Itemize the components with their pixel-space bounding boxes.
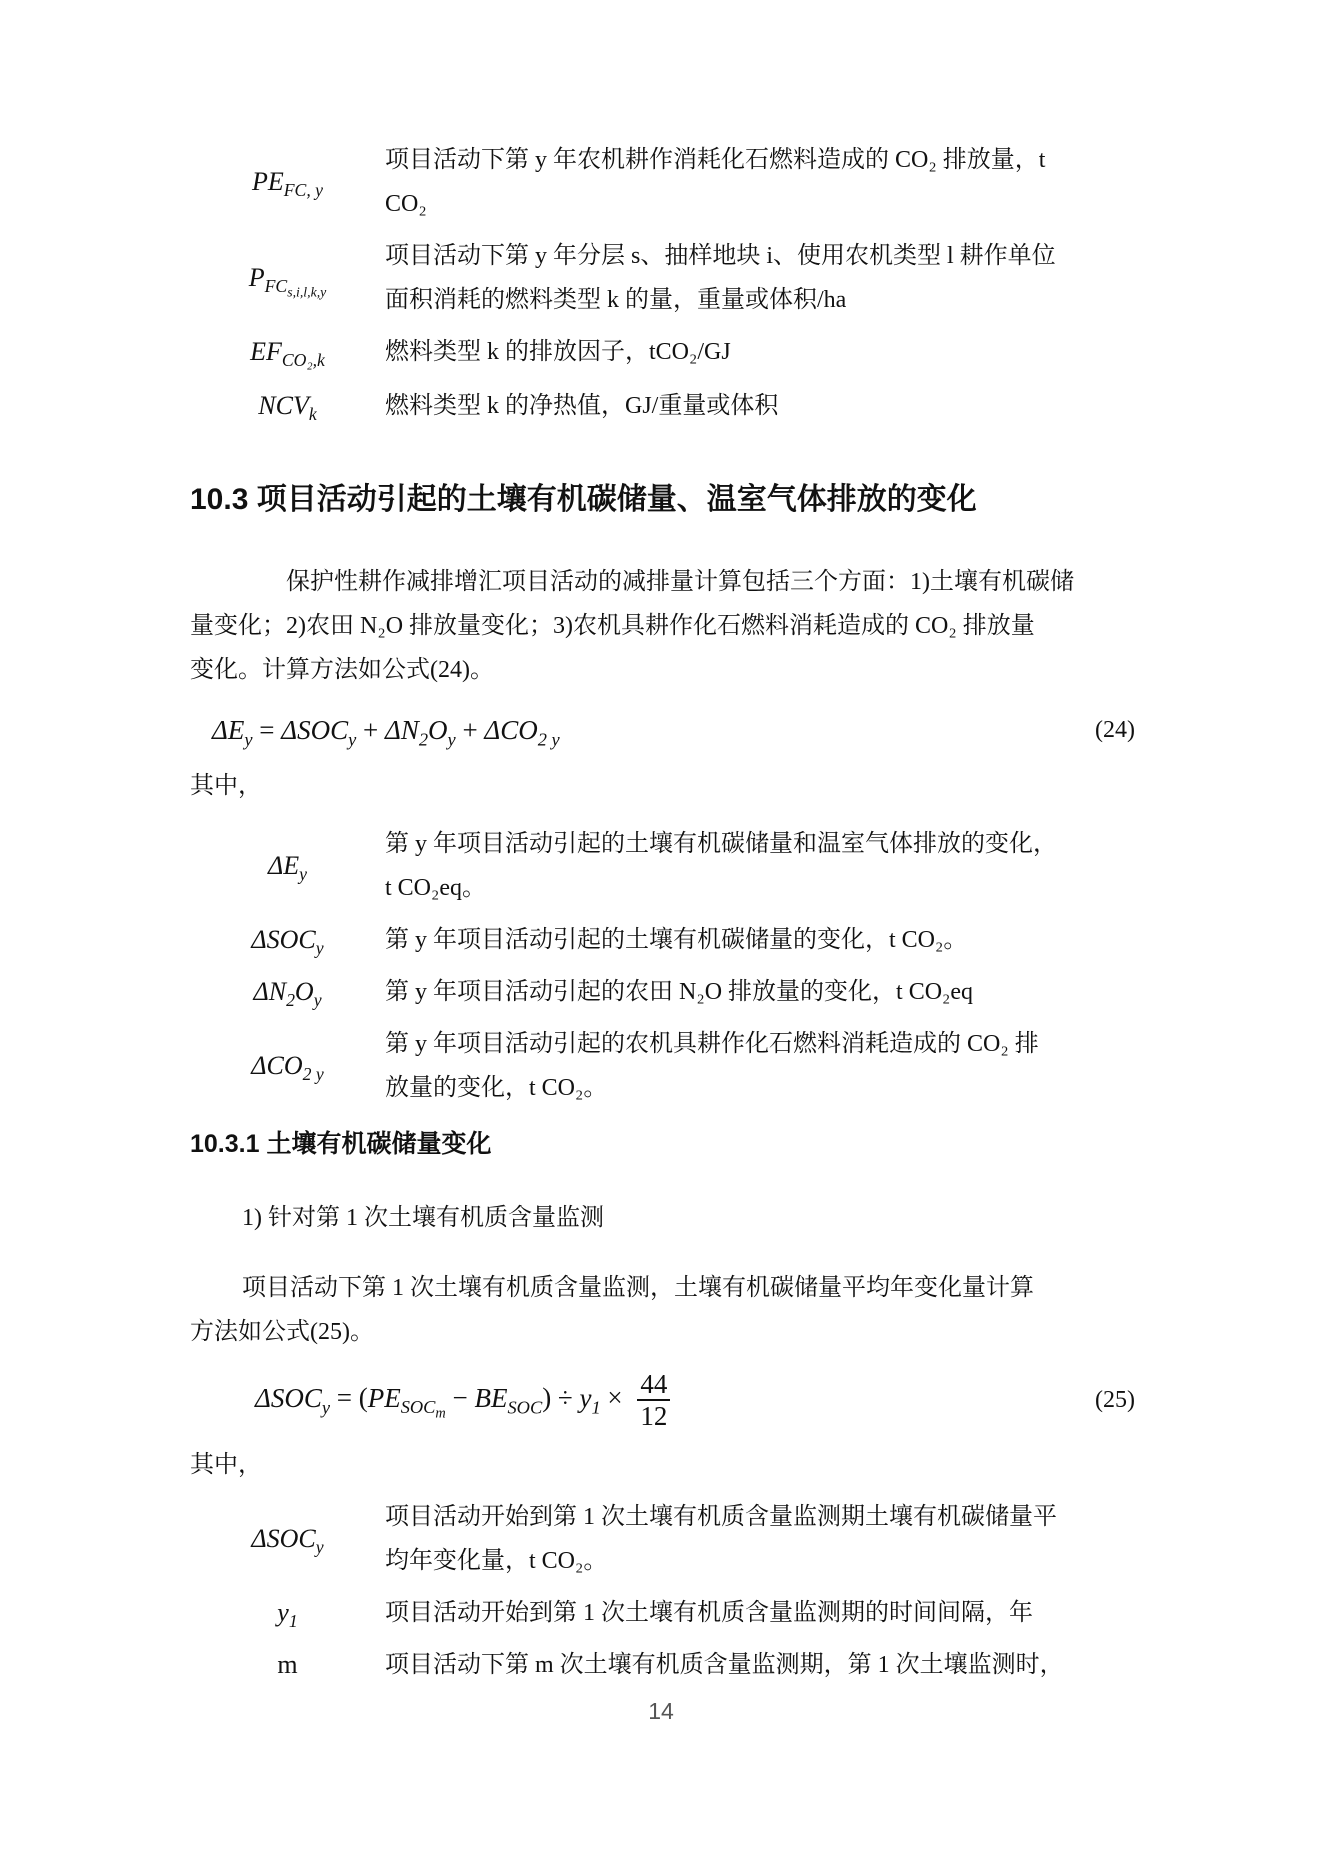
definition-text: 面积消耗的燃料类型 k 的量，重量或体积/ha	[385, 287, 847, 313]
variable: $\Delta SOC_y$	[251, 925, 324, 959]
variable: $\Delta SOC_y$	[251, 1523, 324, 1557]
symbol-p-fc	[190, 263, 385, 300]
variable: $O_y$	[294, 977, 322, 1011]
variable: $\Delta E_y$	[212, 715, 253, 750]
symbol-pe-fc-y	[190, 167, 385, 201]
where-label: 其中，	[190, 773, 262, 799]
operator: −	[445, 1382, 475, 1413]
variable: $\Delta CO_{2 y}$	[484, 715, 560, 750]
page-number: 14	[648, 1698, 674, 1724]
definition-text: 项目活动开始到第 1 次土壤有机质含量监测期的时间间隔，年	[385, 1599, 1033, 1626]
variable: $PE_{FC, y}$	[251, 167, 324, 201]
paragraph-10-3-intro	[190, 560, 1135, 692]
page-content	[190, 138, 1135, 1695]
where-label: 其中，	[190, 1451, 262, 1478]
variable: $P_{FC_{s,i,l,k,y}}$	[248, 263, 327, 300]
definition-row	[190, 1643, 1135, 1687]
operator: ) ÷	[542, 1382, 580, 1413]
variable: $\Delta E_y$	[268, 851, 307, 885]
operator: = (	[330, 1382, 368, 1413]
definition-text: 均年变化量，t CO₂。	[385, 1547, 608, 1574]
operator: ×	[600, 1382, 630, 1413]
definition-text: 燃料类型 k 的排放因子，tCO₂/GJ	[385, 339, 731, 365]
variable: $BE_{SOC}$	[474, 1382, 543, 1417]
equation-24-row	[190, 708, 1135, 752]
symbol-delta-e-y	[190, 851, 385, 885]
symbol-definition-list-top	[190, 138, 1135, 428]
operator: m	[277, 1649, 298, 1679]
definition-row	[190, 384, 1135, 428]
symbol-delta-soc-y	[190, 1523, 385, 1557]
definition-text: 项目活动下第 m 次土壤有机质含量监测期，第 1 次土壤监测时，	[385, 1651, 1064, 1678]
variable: $O_y$	[428, 715, 456, 750]
variable: $\Delta N_2$	[253, 977, 295, 1011]
symbol-definition-list-bottom	[190, 1495, 1135, 1687]
variable: $EF_{CO_2,k}$	[250, 337, 325, 371]
definition-text: 第 y 年项目活动引起的农机具耕作化石燃料消耗造成的 CO₂ 排	[385, 1031, 1039, 1057]
paragraph-line: 方法如公式(25)。	[190, 1319, 374, 1345]
section-heading-10-3: 10.3 项目活动引起的土壤有机碳储量、温室气体排放的变化	[190, 483, 977, 516]
paragraph-line: 项目活动下第 1 次土壤有机质含量监测，土壤有机碳储量平均年变化量计算	[242, 1275, 1034, 1301]
equation-25	[190, 1370, 670, 1431]
definition-row	[190, 1495, 1135, 1583]
definition-text: 燃料类型 k 的净热值，GJ/重量或体积	[385, 393, 779, 419]
definition-text: 放量的变化，t CO₂。	[385, 1075, 608, 1101]
definition-text: t CO₂eq。	[385, 875, 487, 901]
definition-row	[190, 1022, 1135, 1110]
variable: $\Delta SOC_y$	[281, 715, 357, 750]
symbol-ncv-k	[190, 391, 385, 425]
variable: $NCV_k$	[258, 391, 317, 425]
variable: $\Delta CO_{2 y}$	[251, 1051, 324, 1085]
operator: +	[356, 715, 385, 745]
symbol-m	[190, 1650, 385, 1680]
list-item-1: 1) 针对第 1 次土壤有机质含量监测	[242, 1205, 604, 1231]
definition-row	[190, 822, 1135, 910]
paragraph-line: 量变化；2)农田 N₂O 排放量变化；3)农机具耕作化石燃料消耗造成的 CO₂ 排放量	[190, 613, 1035, 639]
paragraph-line: 保护性耕作减排增汇项目活动的减排量计算包括三个方面：1)土壤有机碳储	[286, 569, 1074, 595]
equation-label: (25)	[1095, 1386, 1135, 1413]
variable: $\Delta SOC_y$	[255, 1382, 331, 1417]
definition-text: 第 y 年项目活动引起的土壤有机碳储量和温室气体排放的变化，	[385, 831, 1057, 857]
paragraph-line: 变化。计算方法如公式(24)。	[190, 657, 494, 683]
subsection-heading-10-3-1: 10.3.1 土壤有机碳储量变化	[190, 1130, 492, 1158]
definition-text: 项目活动开始到第 1 次土壤有机质含量监测期土壤有机碳储量平	[385, 1503, 1057, 1530]
symbol-ef-co2-k	[190, 337, 385, 371]
equation-24	[190, 708, 560, 752]
definition-text: CO₂	[385, 191, 427, 217]
fraction: $\frac{44}{12}$	[637, 1370, 670, 1431]
variable: $y_1$	[277, 1597, 298, 1631]
operator: =	[252, 715, 282, 745]
definition-row	[190, 970, 1135, 1014]
symbol-delta-co2-y	[190, 1051, 385, 1085]
definition-row	[190, 330, 1135, 374]
symbol-delta-soc-y	[190, 925, 385, 959]
variable: $y_1$	[579, 1382, 601, 1417]
definition-row	[190, 918, 1135, 962]
symbol-delta-n2o-y	[190, 977, 385, 1011]
definition-text: 第 y 年项目活动引起的农田 N₂O 排放量的变化，t CO₂eq	[385, 979, 974, 1005]
symbol-definition-list-mid	[190, 822, 1135, 1110]
variable: $\Delta N_2$	[384, 715, 429, 750]
definition-text: 项目活动下第 y 年分层 s、抽样地块 i、使用农机类型 l 耕作单位	[385, 243, 1056, 269]
equation-25-row	[190, 1370, 1135, 1431]
definition-row	[190, 234, 1135, 322]
operator: +	[455, 715, 485, 745]
variable: $PE_{SOC_m}$	[367, 1382, 446, 1422]
definition-text: 项目活动下第 y 年农机耕作消耗化石燃料造成的 CO₂ 排放量，t	[385, 147, 1046, 173]
symbol-y1	[190, 1597, 385, 1631]
paragraph-10-3-1	[190, 1266, 1135, 1354]
definition-row	[190, 138, 1135, 226]
definition-text: 第 y 年项目活动引起的土壤有机碳储量的变化，t CO₂。	[385, 927, 968, 953]
equation-label: (24)	[1095, 716, 1135, 743]
definition-row	[190, 1591, 1135, 1635]
